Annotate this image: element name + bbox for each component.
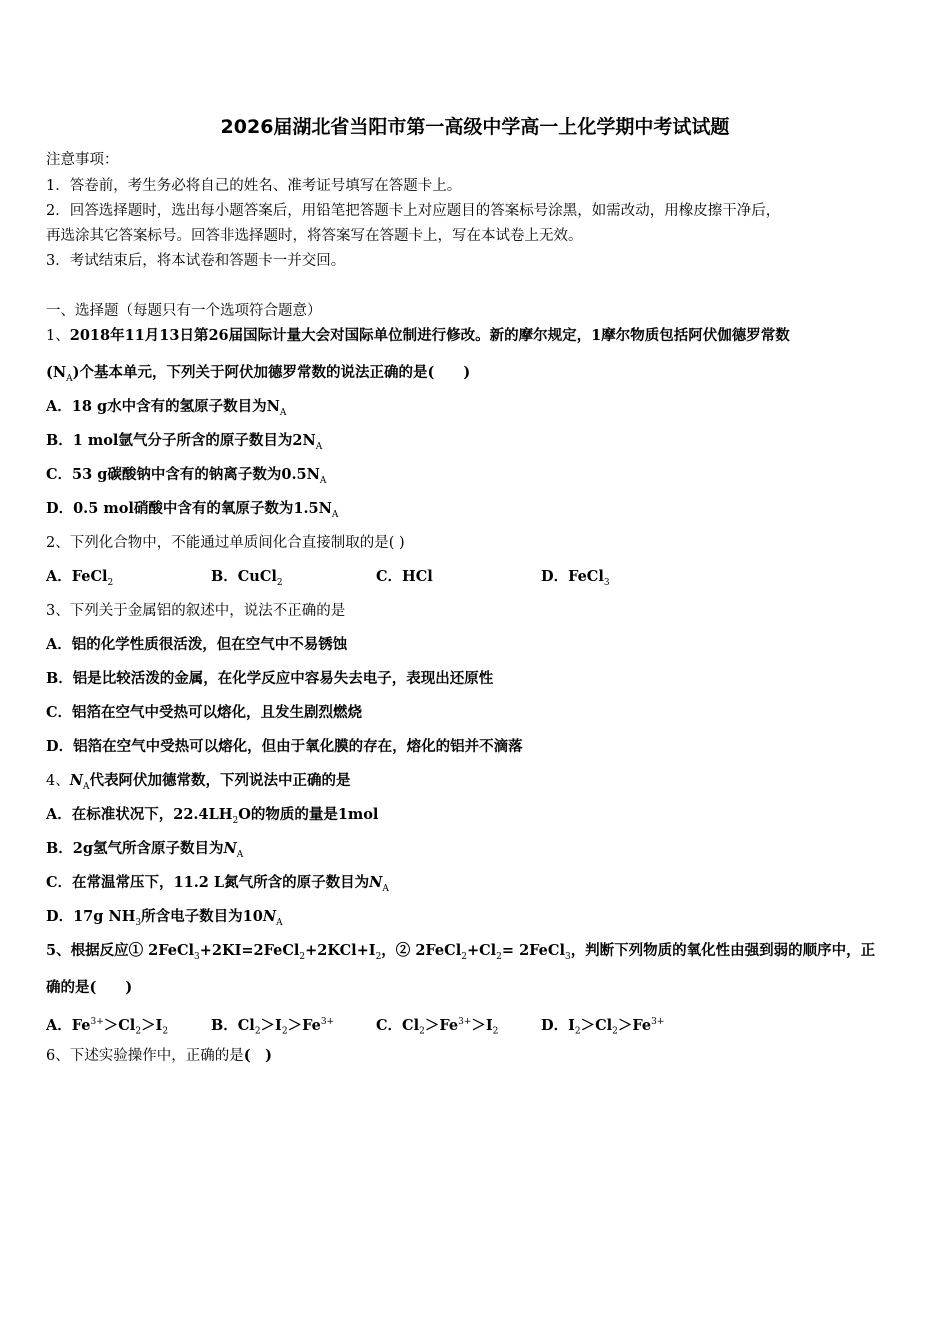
text-run: ＞Cl [580,1016,613,1034]
text-run: 再选涂其它答案标号。回答非选择题时，将答案写在答题卡上，写在本试卷上无效。 [46,228,583,244]
text-run: 一、选择题（每题只有一个选项符合题意） [46,303,322,319]
text-run: ＞Fe [287,1016,321,1034]
text-run: 6、下述实验操作中，正确的是 [46,1048,244,1064]
option-A [46,1012,168,1042]
notice-line [46,150,119,170]
text-run: N [262,908,277,925]
notice-line [46,201,780,221]
text-run: N [223,840,237,857]
option-A [46,805,378,831]
text-run: ，② 2FeCl [381,942,462,959]
text-run: +2KI=2FeCl [199,942,300,959]
text-run: D．17g NH [46,908,136,925]
subscript: A [331,509,339,520]
notice-line [46,251,345,271]
subscript: 2 [276,577,283,588]
option-B [46,669,493,689]
subscript: 2 [612,1026,618,1037]
option-B [211,1012,334,1042]
text-run: ＞I [260,1016,282,1034]
text-run: +Cl [466,942,497,959]
text-run: A．在标准状况下，22.4LH [46,806,233,823]
notice-line [46,226,583,246]
superscript: 3+ [651,1017,665,1027]
option-C [46,873,389,899]
text-run: ( ) [243,1047,272,1064]
option-C [376,1012,498,1042]
text-run: ，判断下列物质的氧化性由强到弱的顺序中，正 [570,942,876,959]
text-run: D．0.5 mol硝酸中含有的氧原子数为1.5N [46,500,332,517]
subscript: A [279,407,287,418]
text-run: N [369,874,383,891]
question-stem [46,978,132,998]
subscript: A [66,373,73,384]
subscript: 2 [135,1026,142,1037]
text-run: 4、 [46,773,70,789]
text-run: ＞I [471,1016,493,1034]
text-run: (N [46,364,67,381]
subscript: 2 [375,951,382,962]
text-run: 2．回答选择题时，选出每小题答案后，用铅笔把答题卡上对应题目的答案标号涂黑，如需改动，用橡皮擦干净后， [46,203,781,219]
subscript: A [276,917,283,928]
text-run: 3、下列关于金属铝的叙述中，说法不正确的是 [46,603,346,619]
text-run: 2018年11月13日第26届国际计量大会对国际单位制进行修改。新的摩尔规定，1摩尔物质包括阿伏伽德罗常数 [69,327,790,344]
text-run: B．CuCl [211,568,277,585]
subscript: 2 [492,1026,499,1037]
text-run: A．铝的化学性质很活泼，但在空气中不易锈蚀 [46,636,348,653]
text-run: 1、 [46,328,70,344]
option-B [211,567,283,593]
text-run: ＞Fe [617,1016,652,1034]
subscript: A [319,475,327,486]
subscript: 2 [574,1026,581,1037]
text-run: D．I [541,1016,575,1034]
text-run: C．HCl [376,568,433,585]
option-D [541,1012,664,1042]
text-run: ＞Fe [424,1016,459,1034]
subscript: 3 [194,951,200,962]
option-D [46,907,283,933]
subscript: 2 [461,951,467,962]
subscript: A [236,849,244,860]
subscript: 3 [135,917,142,928]
text-run: B．Cl [211,1016,255,1034]
question-stem [46,1046,272,1066]
subscript: 3 [603,577,610,588]
subscript: 2 [232,815,239,826]
option-D [541,567,610,593]
text-run: )个基本单元，下列关于阿伏加德罗常数的说法正确的是( ) [72,364,471,381]
text-run: 3．考试结束后，将本试卷和答题卡一并交回。 [46,253,346,269]
text-run: = 2FeCl [501,942,565,959]
text-run: A．18 g水中含有的氢原子数目为N [46,398,280,415]
question-stem [46,771,351,797]
text-run: N [69,772,83,789]
text-run: B．铝是比较活泼的金属，在化学反应中容易失去电子，表现出还原性 [46,670,494,687]
text-run: D．铝箔在空气中受热可以熔化，但由于氧化膜的存在，熔化的铝并不滴落 [46,738,523,755]
subscript: A [315,441,323,452]
text-run: C．Cl [376,1016,420,1034]
text-run: 注意事项： [46,152,119,168]
text-run: 5、根据反应① 2FeCl [46,942,195,959]
option-A [46,397,286,423]
subscript: 2 [299,951,306,962]
subscript: 2 [496,951,502,962]
option-D [46,737,523,757]
question-stem [46,941,875,967]
text-run: C．铝箔在空气中受热可以熔化，且发生剧烈燃烧 [46,704,363,721]
question-stem [46,601,345,621]
exam-title: 2026届湖北省当阳市第一高级中学高一上化学期中考试试题 [220,116,730,138]
text-run: ＞Cl [103,1016,136,1034]
superscript: 3+ [90,1017,104,1027]
subscript: 2 [254,1026,261,1037]
text-run: 2、下列化合物中，不能通过单质间化合直接制取的是( ) [46,535,405,551]
option-A [46,635,347,655]
subscript: 2 [107,577,114,588]
text-run: C．在常温常压下，11.2 L氮气所含的原子数目为 [46,874,370,891]
text-run: 1．答卷前，考生务必将自己的姓名、准考证号填写在答题卡上。 [46,178,462,194]
text-run: B．2g氢气所含原子数目为 [46,840,224,857]
option-C [46,703,362,723]
text-run: A．FeCl [46,568,108,585]
text-run: C．53 g碳酸钠中含有的钠离子数为0.5N [46,466,320,483]
text-run: 所含电子数目为10 [141,908,263,925]
superscript: 3+ [320,1017,335,1027]
subscript: 2 [419,1026,425,1037]
notice-line [46,176,461,196]
subscript: 2 [162,1026,169,1037]
question-stem [46,533,405,553]
text-run: D．FeCl [541,568,604,585]
option-A [46,567,113,593]
subscript: A [83,781,90,792]
text-run: 代表阿伏加德常数，下列说法中正确的是 [89,772,351,789]
subscript: A [382,883,389,894]
text-run: O的物质的量是1mol [238,806,379,823]
superscript: 3+ [458,1017,472,1027]
question-stem [46,326,790,346]
text-run: A．Fe [46,1016,91,1034]
section-heading [46,301,322,321]
subscript: 3 [564,951,571,962]
option-C [46,465,326,491]
text-run: 确的是( ) [46,979,133,996]
option-D [46,499,338,525]
question-stem [46,363,470,389]
subscript: 2 [281,1026,288,1037]
text-run: B．1 mol氩气分子所含的原子数目为2N [46,432,316,449]
text-run: +2KCl+I [305,942,376,959]
option-B [46,839,243,865]
text-run: ＞I [141,1016,163,1034]
option-C [376,567,433,587]
option-B [46,431,322,457]
